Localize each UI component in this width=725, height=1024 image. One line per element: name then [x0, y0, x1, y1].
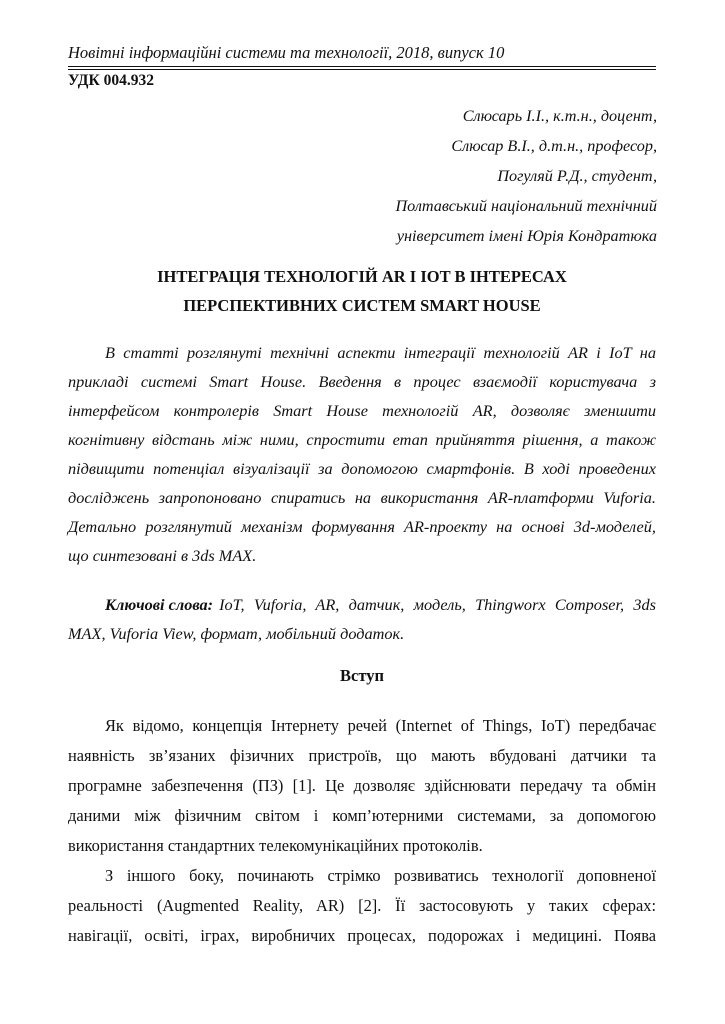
keywords-line: MAX, Vuforia View, формат, мобільний додаток.	[68, 624, 405, 643]
abstract-line: що синтезовані в 3ds MAX.	[68, 546, 257, 565]
body-line: програмне забезпечення (ПЗ) [1]. Це дозволяє здійснювати передачу та обмін	[68, 776, 656, 795]
body-line: З іншого боку, починають стрімко розвиватись технології доповненої	[105, 866, 656, 885]
abstract-line: В статті розглянуті технічні аспекти інтеграції технологій AR і IoT на	[105, 343, 656, 362]
body-line: навігації, освіті, іграх, виробничих процесах, подорожах і медицині. Поява	[68, 926, 656, 945]
title-line: ПЕРСПЕКТИВНИХ СИСТЕМ SMART HOUSE	[183, 296, 541, 315]
author-line: Погуляй Р.Д., студент,	[497, 167, 657, 185]
affiliation-line: Полтавський національний технічний	[395, 197, 657, 215]
abstract-line: підвищити потенціал візуалізації за допомогою смартфонів. В ході проведених	[68, 459, 656, 478]
abstract-line: прикладі системі Smart House. Введення в процес взаємодії користувача з	[68, 372, 656, 391]
author-line: Слюсарь І.І., к.т.н., доцент,	[462, 107, 657, 125]
keywords-text: IoT, Vuforia, AR, датчик, модель, Thingworx Composer, 3ds	[219, 595, 656, 614]
header-rule-thin	[68, 69, 656, 70]
author-block	[395, 101, 657, 251]
body-line: даними між фізичним світом і комп’ютерними системами, за допомогою	[68, 806, 656, 825]
paper-title	[68, 262, 656, 320]
abstract-line: Детально розглянутий механізм формування AR-проекту на основі 3d-моделей,	[68, 517, 656, 536]
journal-header: Новітні інформаційні системи та технології, 2018, випуск 10	[68, 43, 505, 62]
abstract-line: досліджень запропоновано спиратись на використання AR-платформи Vuforia.	[68, 488, 656, 507]
body-line: Як відомо, концепція Інтернету речей (Internet of Things, IoT) передбачає	[105, 716, 656, 735]
affiliation-line: університет імені Юрія Кондратюка	[396, 227, 657, 245]
title-line: ІНТЕГРАЦІЯ ТЕХНОЛОГІЙ AR І IOT В ІНТЕРЕСАХ	[157, 267, 567, 286]
body-line: наявність зв’язаних фізичних пристроїв, що мають вбудовані датчики та	[68, 746, 656, 765]
header-rule-thick	[68, 66, 656, 67]
section-title: Вступ	[340, 666, 384, 685]
udk-code: УДК 004.932	[68, 72, 154, 89]
keywords-line	[105, 595, 656, 615]
body-line: реальності (Augmented Reality, AR) [2]. Її застосовують у таких сферах:	[68, 896, 656, 915]
author-line: Слюсар В.І., д.т.н., професор,	[451, 137, 657, 155]
abstract-line: інтерфейсом контролерів Smart House технологій AR, дозволяє зменшити	[68, 401, 656, 420]
abstract-line: когнітивну відстань між ними, спростити етап прийняття рішення, а також	[68, 430, 656, 449]
body-line: використання стандартних телекомунікаційних протоколів.	[68, 836, 483, 855]
keywords-label: Ключові слова:	[105, 595, 214, 614]
